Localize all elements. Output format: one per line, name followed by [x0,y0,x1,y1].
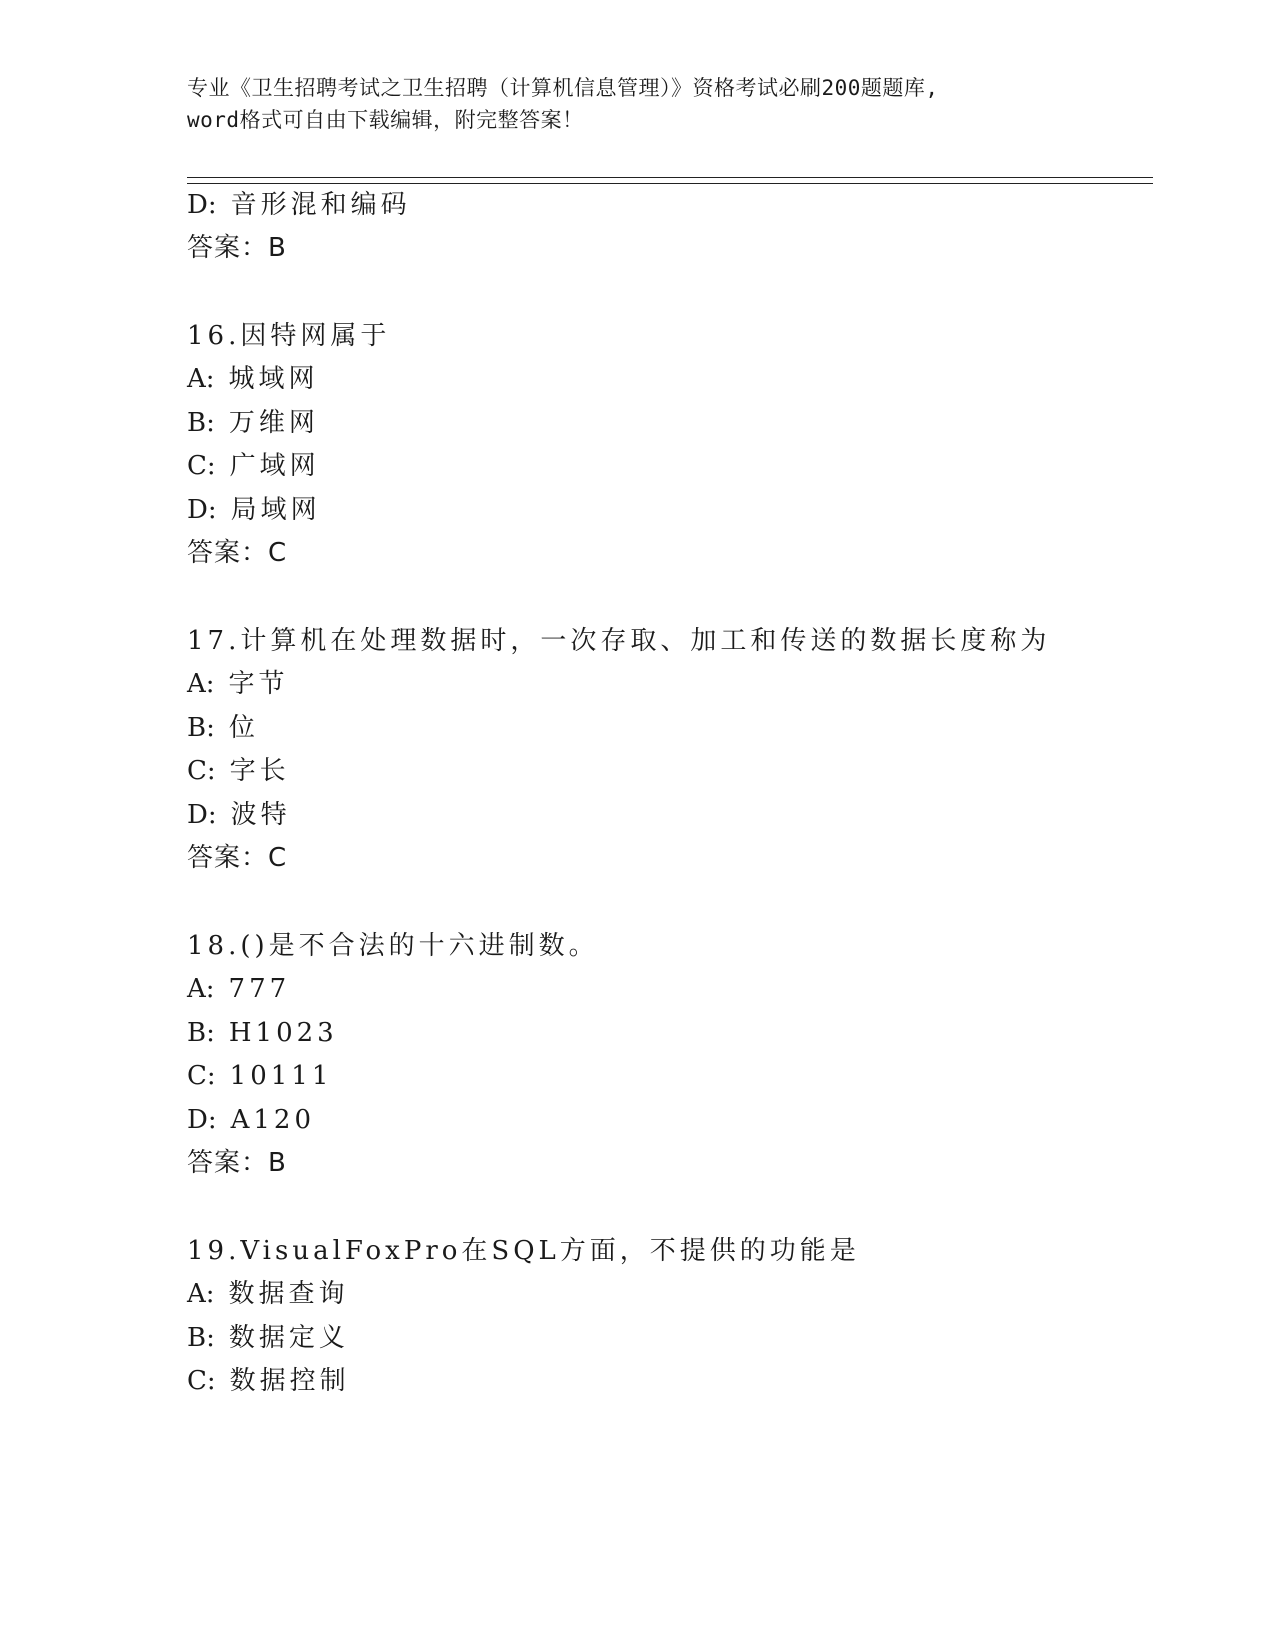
q18-option-d [187,1105,315,1135]
q19-stem: 19.VisualFoxPro在SQL方面，不提供的功能是 [187,1236,860,1266]
document-header [187,72,1067,136]
q18-option-c [187,1061,332,1091]
q19-option-a [187,1279,349,1309]
q17-option-d [187,800,291,830]
q16-answer: 答案：C [187,538,288,568]
option-text: 777 [228,974,291,1004]
option-letter: A: [187,1279,215,1309]
q19-option-b [187,1323,349,1353]
option-text: A120 [230,1105,316,1135]
q18-option-a [187,974,290,1004]
q16-stem: 16.因特网属于 [187,321,391,351]
option-letter: A: [187,974,215,1004]
option-letter: A: [187,364,215,394]
option-letter: B: [187,408,215,438]
q18-stem: 18.()是不合法的十六进制数。 [187,931,599,961]
option-letter: B: [187,1018,215,1048]
q15-answer: 答案：B [187,233,287,263]
q17-option-b [187,713,259,743]
option-letter: C: [187,1061,216,1091]
option-text: 数据定义 [228,1323,349,1353]
option-text: 数据控制 [229,1366,350,1396]
q16-option-b [187,408,319,438]
q17-answer: 答案：C [187,843,288,873]
option-text: 万维网 [228,408,319,438]
option-text: 城域网 [228,364,319,394]
option-letter: A: [187,669,215,699]
q15-option-d [187,190,411,220]
header-divider-bottom [187,183,1153,184]
option-letter: D: [187,800,217,830]
q17-option-c [187,756,290,786]
q18-option-b [187,1018,338,1048]
header-divider-top [187,177,1153,178]
option-letter: C: [187,1366,216,1396]
option-text: 波特 [230,800,291,830]
option-letter: D: [187,1105,217,1135]
q17-stem: 17.计算机在处理数据时，一次存取、加工和传送的数据长度称为 [187,626,1051,656]
option-text: 数据查询 [228,1279,349,1309]
option-letter: B: [187,713,215,743]
option-letter: B: [187,1323,215,1353]
option-letter: C: [187,756,216,786]
q16-option-a [187,364,319,394]
q17-option-a [187,669,289,699]
option-text: 广域网 [229,451,320,481]
q18-answer: 答案：B [187,1148,287,1178]
option-text: 10111 [229,1061,333,1091]
option-letter: D: [187,190,217,220]
option-text: 字节 [228,669,289,699]
header-line-2: word格式可自由下载编辑，附完整答案！ [187,108,584,132]
option-text: 局域网 [230,495,321,525]
option-text: H1023 [228,1018,338,1048]
option-letter: C: [187,451,216,481]
header-line-1: 专业《卫生招聘考试之卫生招聘（计算机信息管理）》资格考试必刷200题题库, [187,76,939,100]
q16-option-d [187,495,321,525]
option-text: 音形混和编码 [230,190,411,220]
option-text: 字长 [229,756,290,786]
option-text: 位 [228,713,259,743]
q19-option-c [187,1366,350,1396]
q16-option-c [187,451,320,481]
option-letter: D: [187,495,217,525]
